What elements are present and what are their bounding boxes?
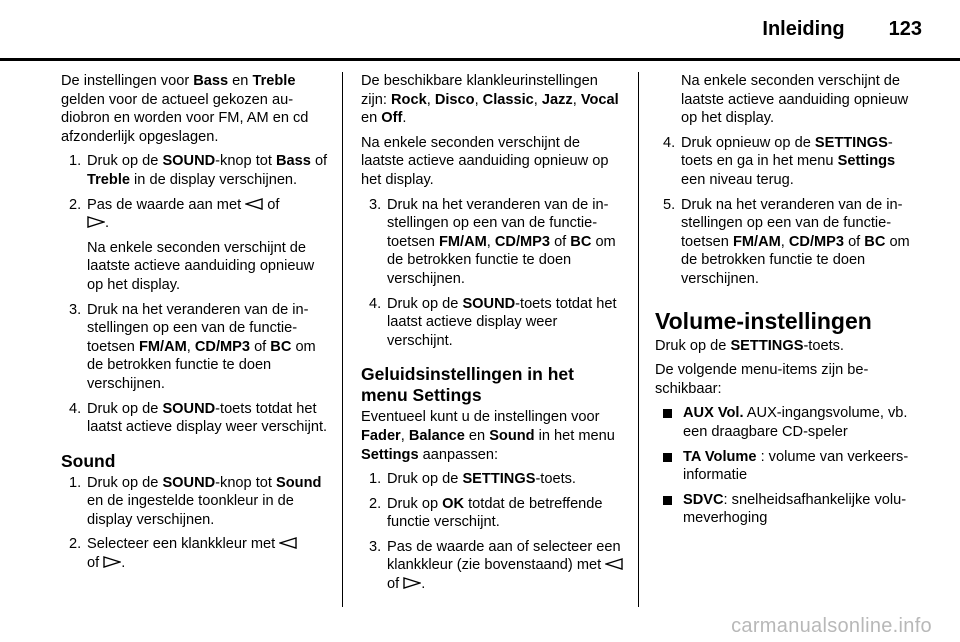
column-3: [655, 72, 923, 534]
volume-paragraph: Druk op de SETTINGS-toets.: [655, 337, 844, 354]
bullet-square-icon: [663, 409, 672, 418]
list-item: 5. Druk na het veranderen van de instellingen op een van de functietoetsen FM/AM, CD/MP3 of BC om de betrokken functie te doen verschijnen.: [663, 196, 910, 287]
column-divider: [342, 72, 343, 607]
header-rule: [0, 58, 960, 61]
bullet-square-icon: [663, 496, 672, 505]
list-item: AUX Vol. AUX-ingangsvolume, vb. een draagbare CD-speler: [655, 404, 923, 441]
header-title: Inleiding: [762, 18, 845, 40]
note-paragraph: Na enkele seconden verschijnt de laatste actieve aanduiding opnieuw op het display.: [361, 134, 609, 188]
intro-paragraph: De instellingen voor Bass en Treble gelden voor de actueel gekozen audiobron en worden voor FM, AM en cd afzonderlijk opgeslagen.: [61, 73, 309, 145]
watermark: carmanualsonline.info: [731, 615, 932, 637]
menu-items-intro: De volgende menu-items zijn beschikbaar:: [655, 362, 869, 397]
section-heading-sound: Sound: [61, 450, 116, 471]
column-1: [61, 72, 331, 579]
list-item: 1. Druk op de SETTINGS-toets.: [369, 471, 576, 488]
list-item: 4. Druk opnieuw op de SETTINGS-toets en ga in het menu Settings een niveau terug.: [663, 134, 896, 188]
right-arrow-icon: [403, 577, 421, 589]
list-item: 1. Druk op de SOUND-knop tot Sound en de ingestelde toonkleur in de display verschijnen.: [69, 474, 322, 528]
section-heading-volume: Volume-instellingen: [655, 307, 872, 334]
list-item: 3. Druk na het veranderen van de instellingen op een van de functietoetsen FM/AM, CD/MP3 of BC om de betrokken functie te doen verschijnen.: [369, 196, 616, 287]
settings-paragraph: Eventueel kunt u de instellingen voor Fader, Balance en Sound in het menu Settings aanpassen:: [361, 409, 615, 463]
settings-steps-list: [361, 470, 625, 594]
sound-steps-list: [61, 474, 331, 573]
list-item: 1. Druk op de SOUND-knop tot Bass of Treble in de display verschijnen.: [69, 153, 328, 188]
volume-options-list: [655, 404, 923, 528]
list-item: 2. Selecteer een klankkleur met of .: [61, 535, 331, 572]
bullet-square-icon: [663, 453, 672, 462]
intro-paragraph: De beschikbare klankleurinstellingen zijn: Rock, Disco, Classic, Jazz, Vocal en Off.: [361, 73, 619, 127]
page-number: 123: [888, 18, 922, 40]
list-item: 4. Druk op de SOUND-toets totdat het laatst actieve display weer verschijnt.: [69, 400, 328, 436]
column-divider: [638, 72, 639, 607]
steps-list: [61, 152, 331, 436]
list-item: SDVC: snelheidsafhankelijke volumeverhoging: [655, 491, 923, 528]
list-item: 3. Pas de waarde aan of selecteer een klankkleur (zie bovenstaand) met of .: [361, 538, 625, 594]
list-item: 4. Druk op de SOUND-toets totdat het laatst actieve display weer verschijnt.: [369, 295, 617, 349]
section-heading-geluidsinstellingen: Geluidsinstellingen in het menu Settings: [361, 364, 574, 406]
list-item: 2. Pas de waarde aan met of . Na enkele seconden verschijnt de laatste actieve aanduiding opnieuw op het display.: [61, 196, 331, 295]
left-arrow-icon: [245, 198, 263, 210]
step-note: Na enkele seconden verschijnt de laatste actieve aanduiding opnieuw op het display.: [87, 239, 315, 293]
list-item: [655, 72, 923, 128]
left-arrow-icon: [605, 558, 623, 570]
note-wrapper: [655, 72, 923, 128]
list-item: 3. Druk na het veranderen van de instellingen op een van de functietoetsen FM/AM, CD/MP3 of BC om de betrokken functie te doen verschijnen.: [69, 301, 316, 392]
page-header: [762, 18, 922, 41]
right-arrow-icon: [103, 556, 121, 568]
column-2: [361, 72, 625, 600]
left-arrow-icon: [279, 537, 297, 549]
list-item: TA Volume : volume van verkeersinformatie: [655, 448, 923, 485]
right-arrow-icon: [87, 216, 105, 228]
note-paragraph: Na enkele seconden verschijnt de laatste actieve aanduiding opnieuw op het display.: [681, 73, 909, 127]
steps-list: [655, 134, 923, 289]
list-item: 2. Druk op OK totdat de betreffende functie verschijnt.: [369, 495, 603, 531]
steps-list: [361, 196, 625, 351]
